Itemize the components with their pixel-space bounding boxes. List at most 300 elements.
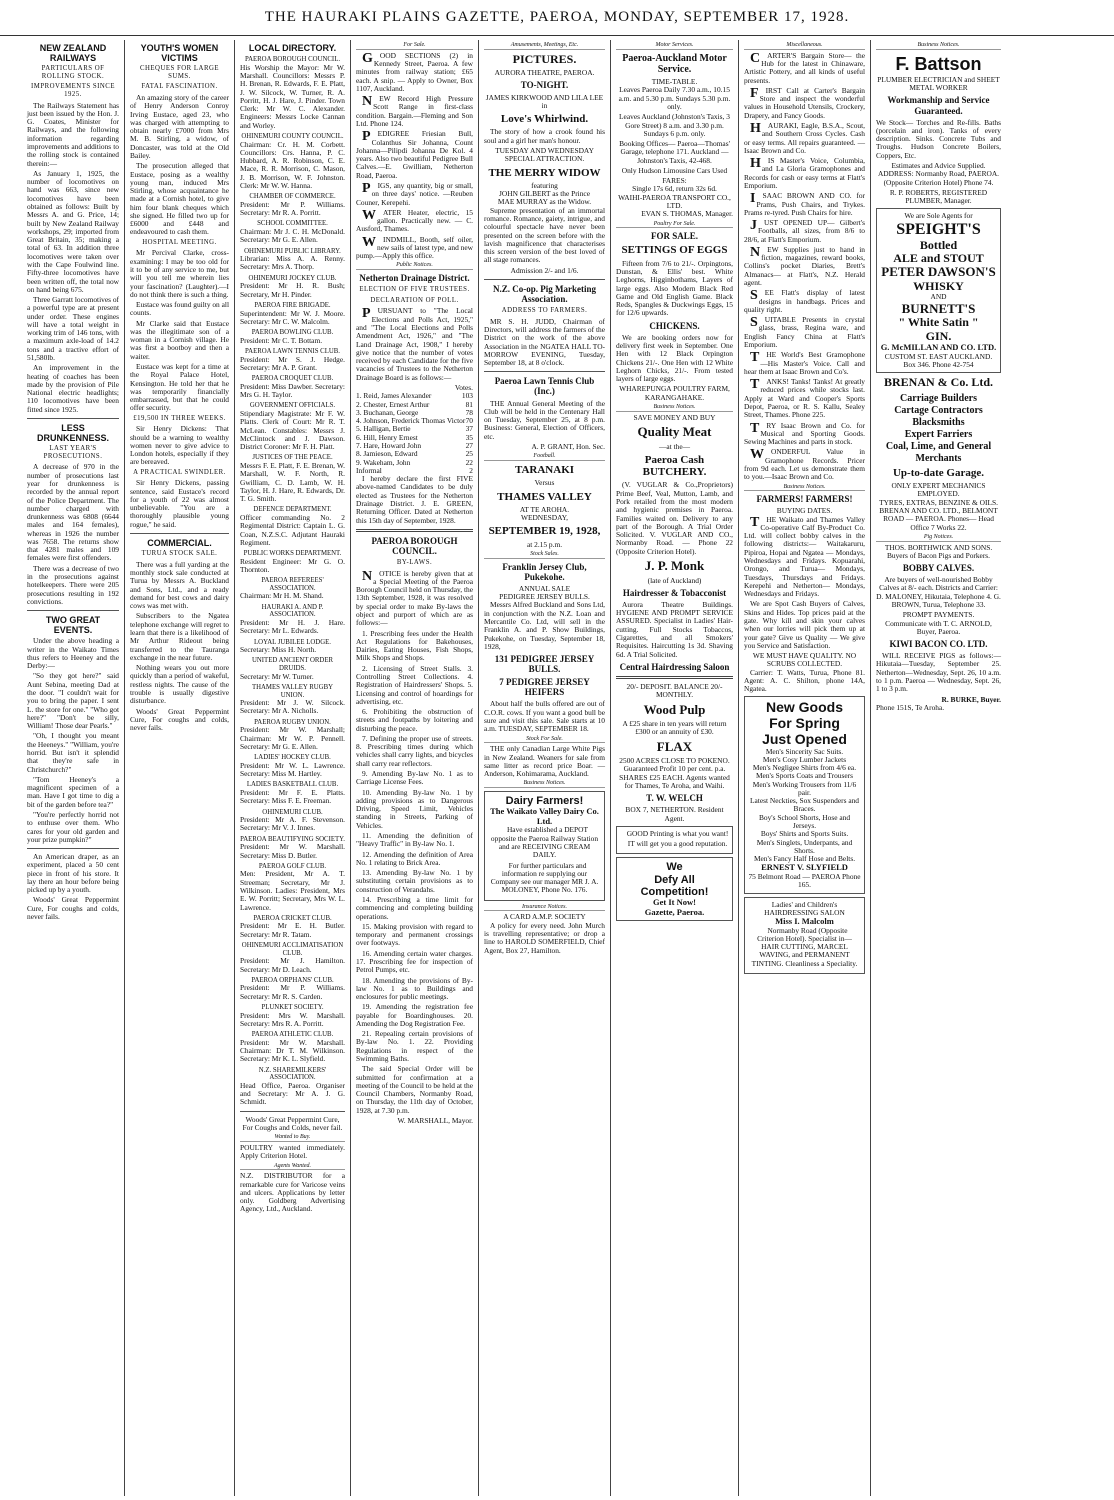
directory-org: PAEROA CRICKET CLUB. <box>253 914 332 922</box>
article-text: Sir Henry Dickens, passing sentence, said Eustace's record for a youth of 22 was almost unbelievable. "You are a thoroughly plausible young rogue," he said. <box>130 478 229 529</box>
section-heading: Public Notices. <box>356 262 473 270</box>
timetable-text: Leaves Paeroa Daily 7.30 a.m., 10.15 a.m. and 5.30 p.m. Sundays 5.30 p.m. only. <box>618 85 731 111</box>
directory-org: UNITED ANCIENT ORDER DRUIDS. <box>251 657 334 673</box>
section-heading: Wanted to Buy. <box>240 1134 345 1142</box>
notice-text: 7. Defining the proper use of streets. 8. Prescribing times during which vehicles shall carry lights, and bicycles shall carry rear reflectors. <box>356 733 473 768</box>
directory-text: President: Mr P. Williams. Secretary: Mr R. A. Porritt. <box>240 199 345 218</box>
directory-org: OHINEMURI JOCKEY CLUB. <box>248 274 337 282</box>
football-team: TARANAKI <box>514 463 575 476</box>
notice-text: 6. Prohibiting the obstruction of streets and footpaths by loitering and disturbing the peace. <box>356 707 473 733</box>
advert-text: Fifteen from 7/6 to 21/-. Orpingtons, Dunstan, & Ellis' best. White Leghorns, Higginbothams, Layers of large eggs. Also Modern Black Red Game and Old English Game. Black Reds, Spangles & Duckwings Eggs, 15 for 12/6 upwards. <box>616 258 733 318</box>
directory-org: THAMES VALLEY RUGBY UNION. <box>251 683 334 699</box>
burnetts-text: BURNETT'S <box>901 300 976 316</box>
headline: LESS DRUNKENNESS. <box>36 423 109 444</box>
vote-count: 103 <box>461 391 473 401</box>
classified-ad: WATER Heater, electric, 15 gallon. Practically new. — C. Ausford, Thames. <box>356 207 473 234</box>
sale-subheading: ANNUAL SALE <box>518 583 571 593</box>
advert-text: (V. VUGLAR & Co.,Proprietors) Prime Beef, Veal, Mutton, Lamb, and Pork retailed from the most modern and hygienic premises in Paeroa. Families waited on. Delivery to any part of the Borough. A Trial Order Solicited. V. VUGLAR AND CO., Normanby Road. — Phone 22 (Opposite Criterion Hotel). <box>616 480 733 556</box>
section-heading: Motor Services. <box>616 42 733 50</box>
notice-text: NOTICE is hereby given that at a Special Meeting of the Paeroa Borough Council held on Thursday, the 13th September, 1928, it was resolved by special order to make By-laws the object and purport of which are as follows:— <box>356 568 473 628</box>
whisky-text: WHISKY <box>913 279 964 294</box>
notice-text: 1. Prescribing fees under the Health Act Regulations for Bakehouses, Dairies, Eating Houses, Fish Shops, Milk Shops and Shops. <box>356 628 473 663</box>
vote-candidate: Informal <box>356 465 382 475</box>
subheading: CHEQUES FOR LARGE SUMS. <box>139 65 220 80</box>
admission-price: Admission 2/- and 1/6. <box>510 265 579 275</box>
newspaper-columns <box>22 40 1110 1496</box>
section-heading: Poultry For Sale. <box>616 221 733 229</box>
agents-text: We are Sole Agents for <box>904 211 973 221</box>
subheading: BY-LAWS. <box>396 558 433 566</box>
tonight-heading: TO-NIGHT. <box>520 80 569 91</box>
classified-ad: N.Z. DISTRIBUTOR for a remarkable cure for Varicose veins and ulcers. Applications by letter only. Goldberg Advertising Agency, Ltd., Auckland. <box>240 1171 345 1214</box>
goods-heading: Just Opened <box>762 730 847 747</box>
directory-text: Officer commanding No. 2 Regimental District: Captain L. G. Coan, N.Z.S.C. Adjutant Hauraki Regiment. <box>240 512 345 547</box>
directory-text: President: Mr J. Hamilton. Secretary: Mr D. Leach. <box>240 956 345 974</box>
subheading: DECLARATION OF POLL. <box>370 296 459 304</box>
defy-text: We <box>666 861 683 874</box>
directory-text: President: Mr C. T. Bottam. <box>240 335 323 345</box>
subheading: FATAL FASCINATION. <box>141 83 218 91</box>
directory-org: PAEROA ORPHANS' CLUB. <box>251 976 334 984</box>
notice-text: 18. Amending the provisions of By-law No. 1 as to Buildings and enclosures for public meetings. <box>356 975 473 1002</box>
directory-text: President: Mr J. W. Silcock. Secretary: Mr A. Nicholls. <box>240 698 345 716</box>
quality-notice: WE MUST HAVE QUALITY. NO SCRUBS COLLECTED. <box>752 651 857 669</box>
directory-text: President: Mr W. Marshall. Chairman: Dr T. M. Wilkinson. Secretary: Mr K. L. Slyfield. <box>240 1037 345 1064</box>
directory-text: President: Mr W. Marshall. Secretary: Miss D. Butler. <box>240 842 345 860</box>
directory-text: Chairman: Mr J. C. H. McDonald. Secretary: Mr G. E. Allen. <box>240 227 345 245</box>
directory-text: Chairman: Cr. H. M. Corbett. Councillors: Crs. Hanna, P. C. Hubbard, A. R. Robinson, C. E. Mace, R. R. Morrison, C. Mason, J. B. Morrison, W. F. Johnston. Clerk: Mr W. W. Hanna. <box>240 139 345 190</box>
film-title: THE MERRY WIDOW <box>488 166 601 179</box>
chickens-heading: CHICKENS. <box>649 320 700 331</box>
masthead <box>0 0 1114 36</box>
headline: YOUTH'S WOMEN VICTIMS <box>140 43 219 64</box>
pictures-heading: PICTURES. <box>512 51 577 66</box>
tyres-text: TYRES, EXTRAS, BENZINE & OILS. <box>879 497 998 507</box>
headline: NEW ZEALAND RAILWAYS <box>39 43 107 64</box>
directory-org: PAEROA BOROUGH COUNCIL. <box>244 56 341 64</box>
advert-text: THE Waikato and Thames Valley Co-operative Calf By-Product Co. Ltd. will collect bobby calves in the following districts:— Waitakaruru, Pipiroa, Hopai and Ngatea — Mondays, Wednesdays and Fridays. Kopuarahi, Orongo, and Turua— Mondays, Tuesdays, Thursdays and Fridays. Kerepehi and Netherton— Mondays, Wednesdays and Fridays. <box>744 514 865 599</box>
directory-org: PAEROA CROQUET CLUB. <box>251 375 334 383</box>
goods-list <box>748 748 861 864</box>
notice-text: MR S. H. JUDD, Chairman of Directors, will address the farmers of the District on the work of the above Association in the NGATEA HALL TO-MORROW EVENING, Tuesday, September 18, at 8 o'clock. <box>484 316 605 368</box>
article-text: Mr Clarke said that Eustace was the illegitimate son of a woman in a Cornish village. He was first a bootboy and then a waiter. <box>130 318 229 361</box>
garage-heading: Up-to-date Garage. <box>892 466 985 479</box>
battson-trade: PLUMBER ELECTRICIAN and SHEET METAL WORKER <box>877 74 1000 93</box>
dairy-advert <box>484 791 605 901</box>
section-heading: Amusements, Meetings, Etc. <box>484 42 605 50</box>
article-text: A decrease of 970 in the number of prosecutions last year for drunkenness is recorded by the annual report of the Police Department. The number charged with drunkenness was 6808 (6644 males and 164 females), whereas in 1926 the number was 7658. The returns show that 4281 males and 109 females were first offenders. <box>27 462 119 563</box>
column-8 <box>871 40 1006 1496</box>
defy-text: Get It Now! <box>653 897 696 908</box>
prompt-text: PROMPT PAYMENTS. <box>902 610 975 620</box>
shop-name: ERNEST V. SLYFIELD <box>761 862 848 873</box>
notice-text: PURSUANT to "The Local Elections and Polls Act, 1925," and "The Local Elections and Polls Amendment Act, 1926," and "The Land Drainage Act, 1908," I hereby give notice that the number of votes received by each Candidate for the five vacancies of Trustees to the Netherton Drainage Board is as follows:— <box>356 306 473 382</box>
directory-text: Stipendiary Magistrate: Mr F. W. Platts. Clerk of Court: Mr R. T. McLean. Constables: Messrs J. McClintock and J. Dawson. District Coroner: Mr F. H. Platt. <box>240 408 345 452</box>
classified-ad: SUITABLE Presents in crystal glass, brass, Regina ware, and English Fancy China at Flatt's Emporium. <box>744 315 865 349</box>
battson-name: F. Battson <box>895 53 982 74</box>
vote-candidate: 5. Halligan, Bertie <box>356 424 411 434</box>
brenan-service: Coal, Lime, and General Merchants <box>885 441 992 464</box>
farmers-heading: FARMERS! FARMERS! <box>756 494 853 505</box>
advert-text: We are booking orders now for delivery first week in September. One Hen with 12 Black Orpington Chickens 21/-. One Hen with 12 White Leghorn Chicks, 21/-. From tested layers of large eggs. <box>616 332 733 384</box>
section-heading: Stock Sales. <box>484 551 605 559</box>
classified-ad: GOOD SECTIONS (2) in Kennedy Street, Paeroa. A few minutes from railway station; £65 each. A snip. — Apply to Owner, Box 1107, Auckland. <box>356 50 473 93</box>
classified-ad: HAURAKI, Eagle, B.S.A., Scout, and Southern Cross Cycles. Cash or easy terms. All repairs guaranteed. — Isaac Brown and Co. <box>744 120 865 155</box>
burke-signature: R. BURKE, Buyer. <box>941 694 1001 704</box>
notice-heading: Paeroa Lawn Tennis Club (Inc.) <box>494 376 595 397</box>
article-text: Subscribers to the Ngatea telephone exchange will regret to learn that there is a likelihood of Mr Arthur Rideout being transferred to the Tauranga exchange in the near future. <box>130 611 229 662</box>
monk-name: J. P. Monk <box>644 557 705 573</box>
directory-text: Head Office, Paeroa. Organiser and Secretary: Mr A. J. G. Schmidt. <box>240 1080 345 1107</box>
directory-text: President: Mr P. Williams. Secretary: Mr R. S. Carden. <box>240 983 345 1001</box>
phone-text: Phone 151S, Te Aroha. <box>876 702 945 712</box>
classified-ad: NEW Record High Pressure Scott Range in first-class condition. Bargain.—Fleming and Son Ltd. Phone 124. <box>356 94 473 128</box>
column-7 <box>739 40 871 1496</box>
brenan-services <box>876 393 1001 464</box>
film-title: Love's Whirlwind. <box>500 113 589 126</box>
classified-ad: THE World's Best Gramophone —His Master's Voice. Call and hear them at Isaac Brown and Co's. <box>744 350 865 376</box>
directory-org: LOYAL JUBILEE LODGE. <box>254 638 331 646</box>
mechanics-text: ONLY EXPERT MECHANICS EMPLOYED. <box>891 481 986 499</box>
vote-candidate: 3. Buchanan, George <box>356 407 419 417</box>
competition-advert <box>616 857 733 921</box>
box-phone-text: Box 346. Phone 42-754 <box>903 359 974 369</box>
directory-text: President: Mr E. H. Butler. Secretary: Mr R. Tatam. <box>240 921 345 939</box>
vote-candidate: 4. Johnson, Frederick Thomas Victor <box>356 416 466 426</box>
directory-text: President: Mr H. J. Hare. Secretary: Mr L. Edwards. <box>240 617 345 636</box>
notice-text: 11. Amending the definition of "Heavy Traffic" in By-law No. 1. <box>356 831 473 849</box>
classified-ad: POULTRY wanted immediately. Apply Criterion Hotel. <box>240 1142 345 1161</box>
classified-ad: TANKS! Tanks! Tanks! At greatly reduced prices while stocks last. Apply at Ward and Cooper's Sports Depot, Paeroa, or R. S. Kallu, Sealey Street, Thames. Phone 225. <box>744 377 865 420</box>
football-day: WEDNESDAY, <box>520 513 569 523</box>
advert-text: A £25 share in ten years will return £300 or an annuity of £30. <box>622 719 727 737</box>
ale-text: ALE and STOUT <box>893 251 984 266</box>
directory-org: PAEROA GOLF CLUB. <box>258 862 327 870</box>
bobby-heading: BOBBY CALVES. <box>902 563 975 574</box>
bottled-text: Bottled <box>919 237 958 252</box>
section-heading: Business Notices. <box>744 484 865 492</box>
directory-org: GOVERNMENT OFFICIALS. <box>249 402 336 410</box>
section-heading: Business Notices. <box>876 42 1001 50</box>
directory-org: OHINEMURI PUBLIC LIBRARY. <box>244 247 341 255</box>
football-versus: Versus <box>534 478 555 488</box>
goods-item: Men's Sports Coats and Trousers <box>755 771 853 781</box>
salon-heading: Ladies' and Children's HAIRDRESSING SALON <box>764 899 845 917</box>
column-5 <box>479 40 611 1496</box>
notice-heading: PAEROA BOROUGH COUNCIL. <box>371 535 458 556</box>
advert-text: Normanby Road (Opposite Criterion Hotel). Specialist in— HAIR CUTTING, MARCEL WAVING, and PERMANENT TINTING. Cleanliness a Speciality. <box>751 925 858 968</box>
buying-dates-heading: BUYING DATES. <box>776 506 833 516</box>
notice-text: About half the bulls offered are out of C.O.R. cows. If you want a good bull be sure and visit this sale. Sale starts at 10 a.m. TUESDAY, SEPTEMBER 18. <box>484 699 605 734</box>
section-heading: Miscellaneous. <box>744 42 865 50</box>
column-4 <box>351 40 479 1496</box>
classified-ad: HIS Master's Voice, Columbia, and La Gloria Gramophones and Records for cash or easy terms at Flatt's Emporium. <box>744 156 865 190</box>
film-description: The story of how a crook found his soul and a girl her man's honour. <box>484 127 605 145</box>
directory-text: President: Mr W. L. Lawrence. Secretary: Miss M. Hartley. <box>240 760 345 779</box>
directory-org: LADIES' HOCKEY CLUB. <box>254 754 331 762</box>
insurance-heading: A CARD A.M.P. SOCIETY <box>503 912 586 922</box>
directory-org: PAEROA BEAUTIFYING SOCIETY. <box>240 835 345 843</box>
brenan-service: Carriage Builders <box>900 392 977 404</box>
notice-text: The said Special Order will be submitted for confirmation at a meeting of the Council to be held at the Council Chambers, Normanby Road, on Thursday, the 11th day of October, 1928, at 7.30 p.m. <box>356 1064 473 1115</box>
vote-count: 81 <box>465 399 473 409</box>
column-3-local-directory <box>235 40 351 1496</box>
directory-org: PAEROA ATHLETIC CLUB. <box>251 1031 334 1039</box>
speights-name: SPEIGHT'S <box>896 220 981 238</box>
advert-text: We are Spot Cash Buyers of Calves, Skins and Hides. Top prices paid at the gate. Why kill and skin your calves when our lorries will pick them up at your gate? Give us Quality — We give you Service and Satisfaction. <box>744 599 865 650</box>
peter-dawsons-text: PETER DAWSON'S <box>881 264 996 280</box>
timetable-text: Booking Offices— Paeroa—Thomas' Garage, telephone 171. Auckland — Johnston's Taxis, 42-468. <box>619 139 730 165</box>
column-6 <box>611 40 739 1496</box>
motor-service-heading: Paeroa-Auckland Motor Service. <box>622 52 727 75</box>
subheading: PARTICULARS OF ROLLING STOCK. <box>41 65 105 80</box>
article-text: Eustace was kept for a time at the Royal Palace Hotel, Kensington. He told her that he was temporarily financially embarrassed, but that he could offer security. <box>130 362 229 413</box>
advert-text: Woods' Great Peppermint Cure, For coughs and colds, never fails. <box>130 706 229 733</box>
article-text: The Railways Statement has just been issued by the Hon. J. G. Coates, Minister for Railways, and the following information regarding improvements and additions to the rolling stock is contained therein:— <box>27 100 119 168</box>
vote-candidate: 9. Wakeham, John <box>356 457 411 467</box>
football-time: at 2.15 p.m. <box>526 539 563 549</box>
directory-text: Superintendent: Mr W. J. Moore. Secretary: Mr C. W. Malcolm. <box>240 308 345 326</box>
goods-item: Men's Working Trousers from 11/6 pair. <box>752 779 857 797</box>
advert-text: Have established a DEPOT opposite the Paeroa Railway Station and are RECEIVING CREAM DAILY. <box>490 825 599 860</box>
goods-item: Boys' Shirts and Sports Suits. <box>760 829 849 839</box>
directory-org: OHINEMURI CLUB. <box>262 808 323 816</box>
deposit-text: 20/- DEPOSIT. BALANCE 20/- MONTHLY. <box>626 681 723 700</box>
for-sale-heading: FOR SALE. <box>650 231 698 242</box>
kiwi-heading: KIWI BACON CO. LTD. <box>889 639 988 650</box>
vote-count: 78 <box>465 407 473 417</box>
manager-text: R. P. ROBERTS, REGISTERED PLUMBER, Manager. <box>889 187 988 206</box>
directory-org: PAEROA BOWLING CLUB. <box>251 329 334 337</box>
printing-advert <box>616 826 733 855</box>
goods-heading: New Goods <box>765 699 843 716</box>
workmanship-text: Workmanship and Service Guaranteed. <box>887 95 990 116</box>
defy-text: Gazette, Paeroa. <box>644 906 705 917</box>
football-date: SEPTEMBER 19, 1928, <box>488 525 601 538</box>
article-text: There was a decrease of two in the prosecutions against hotelkeepers. There were 205 prosecutions resulting in 192 convictions. <box>27 563 119 606</box>
classified-ad: CARTER'S Bargain Store— the Hub for the latest in Chinaware, Artistic Pottery, and all kinds of useful presents. <box>744 50 865 85</box>
notice-signature: W. MARSHALL, Mayor. <box>397 1116 473 1125</box>
defy-text: Competition! <box>640 886 709 899</box>
directory-text: President: Mr S. J. Hedge. Secretary: Mr A. P. Grant. <box>240 354 345 372</box>
film-days: TUESDAY AND WEDNESDAY <box>495 145 594 155</box>
sale-item: 131 PEDIGREE JERSEY BULLS. <box>494 654 595 675</box>
gin-text: GIN. <box>925 328 952 343</box>
film-star: MAE MURRAY as the Widow. <box>497 197 592 207</box>
brenan-heading: BRENAN & Co. Ltd. <box>883 375 993 390</box>
directory-org: CHAMBER OF COMMERCE. <box>249 193 336 201</box>
section-heading: For Sale. <box>356 42 473 50</box>
directory-text: Men: President, Mr A. T. Streeman; Secretary, Mr J. Wilkinson. Ladies: President, Mrs E. W. Porritt; Secretary, Mrs W. L. Lawrence. <box>240 869 345 912</box>
classified-ad: FIRST Call at Carter's Bargain Store and inspect the wonderful values in Household Utensils, Crockery, Drapery, and Fancy Goods. <box>744 85 865 120</box>
column-2 <box>125 40 235 1496</box>
at-the-label: —at the— <box>659 441 690 451</box>
quality-meat-heading: Quality Meat <box>637 424 712 439</box>
section-heading: Pig Notices. <box>876 534 1001 542</box>
directory-list <box>240 56 345 1107</box>
goods-item: Men's Negligee Shirts from 4/6 ea. <box>752 763 857 773</box>
subheading: ELECTION OF FIVE TRUSTEES. <box>359 286 470 294</box>
directory-org: LADIES BASKETBALL CLUB. <box>246 781 339 789</box>
brenan-address: BRENAN AND CO. LTD., BELMONT ROAD — PAEROA. Phones— Head Office 7 Works 22. <box>879 505 998 532</box>
article-text: Mr Percival Clarke, cross-examining: I may be too old for it to be of any service to me, but will you tell me wherein lies your fascination? (Laughter).—I do not think there is such a thing. <box>130 248 229 299</box>
borthwick-heading: THOS. BORTHWICK AND SONS. <box>884 542 993 552</box>
vote-count: 2 <box>469 465 473 475</box>
directory-text: Librarian: Miss A. A. Renny. Secretary: Mrs A. Thorp. <box>240 254 345 272</box>
article-text: There was a full yarding at the monthly stock sale conducted at Turua by Messrs A. Buckland and Sons, Ltd., and a ready demand for best cows and dairy cows was met with. <box>130 559 229 611</box>
headline: LOCAL DIRECTORY. <box>248 43 337 53</box>
vote-candidate: 7. Hare, Howard John <box>356 440 422 450</box>
film-star: JOHN GILBERT as the Prince <box>499 189 590 199</box>
custom-st-text: CUSTOM ST. EAST AUCKLAND. <box>884 351 993 361</box>
subheading: IMPROVEMENTS SINCE 1925. <box>31 83 115 98</box>
brenan-service: Blacksmiths <box>912 417 965 429</box>
article-text: Three Garratt locomotives of a powerful type are at present under order. These engines will have a total weight in working trim of 146 tons, with a maximum axle-load of 14.2 tons and a tractive effort of 51,580lb. <box>27 295 119 363</box>
vote-candidate: 6. Hill, Henry Ernest <box>356 432 418 442</box>
classified-ad: WONDERFUL Value in Gramophone Records. Pricer from 9d each. Let us demonstrate them to you.—Isaac Brown and Co. <box>744 447 865 482</box>
notice-text: 21. Repealing certain provisions of By-law No. 1. 22. Providing Regulations in respect of the Swimming Baths. <box>356 1029 473 1064</box>
classified-ad: PEDIGREE Friesian Bull, Colanthus Sir Johanna, Count Johanna—Pilipdi Johanna De Kol. 4 years. Also two beautiful Pedigree Bull Calves.—E. Gwilliam, Netherton Road, Paeroa. <box>356 129 473 180</box>
directory-text: President: Mr H. R. Bush; Secretary, Mr H. Pinder. <box>240 281 345 299</box>
shop-address: 75 Belmont Road — PAEROA Phone 165. <box>748 871 861 890</box>
fares-text: Single 17s 6d, return 32s 6d. <box>632 184 717 194</box>
article-text: Eustace was found guilty on all counts. <box>130 300 229 318</box>
woodpulp-heading: Wood Pulp <box>643 701 706 717</box>
notice-text: 2. Licensing of Street Stalls. 3. Controlling Street Collections. 4. Registration of Hairdressers' Shops. 5. Licensing and control of hoardings for advertising, etc. <box>356 663 473 706</box>
notice-text: Messrs Alfred Buckland and Sons Ltd, in conjunction with the N.Z. Loan and Mercantile Co. Ltd, will sell in the Franklin A. and P. Show Buildings, Pukekohe, on Tuesday, September 18, 1928, <box>484 600 605 651</box>
directory-org: DEFENCE DEPARTMENT. <box>253 506 332 514</box>
film-description: Supreme presentation of an immortal romance. Romance, gaiety, intrigue, and colourful spectacle have never been presented on the screen before with the lavish magnificence that characterises this screen version of the best loved of all stage romances. <box>484 205 605 265</box>
directory-org: PLUNKET SOCIETY. <box>261 1004 324 1011</box>
featuring-label: featuring <box>531 180 558 190</box>
football-team: THAMES VALLEY <box>497 490 592 503</box>
directory-text: President: Mr W. Marshall; Chairman: Mr W. P. Pennell. Secretary: Mr G. E. Allen. <box>240 725 345 751</box>
goods-item: Men's Fancy Half Hose and Belts. <box>753 854 856 864</box>
vote-count: 35 <box>465 432 473 442</box>
vote-count: 27 <box>465 440 473 450</box>
directory-text: Resident Engineer: Mr G. O. Thornton. <box>240 556 345 574</box>
goods-item: Latest Neckties, Sox Suspenders and Braces. <box>750 796 859 814</box>
estimates-text: Estimates and Advice Supplied. <box>891 161 986 170</box>
section-heading: Football. <box>484 453 605 461</box>
save-banner: SAVE MONEY AND BUY <box>633 412 716 422</box>
transport-company: WAIHI-PAEROA TRANSPORT CO., LTD. <box>618 192 731 211</box>
goods-item: Men's Cosy Lumber Jackets <box>762 754 847 764</box>
borthwick-text: Buyers of Bacon Pigs and Porkers. <box>886 550 991 560</box>
article-text: Under the above heading a writer in the Waikato Times thus refers to Heeney and the Derby:— <box>27 636 119 671</box>
monk-subtitle: (late of Auckland) <box>647 575 702 585</box>
arnold-text: Communicate with T. C. ARNOLD, Buyer, Paeroa. <box>885 618 992 636</box>
eggs-heading: SETTINGS OF EGGS <box>621 244 728 257</box>
article-text: "So they got here?" said Aunt Sebina, meeting Dad at the door. "I couldn't wait for you to bring the paper. I sent L. the store for one." "Who got here?" "Don't be silly, William! Those dear Pearls." <box>27 671 119 731</box>
speights-advert <box>876 208 1001 373</box>
brenan-service: Cartage Contractors <box>894 404 983 416</box>
advert-text: For further particulars and information re supplying our Company see our manager MR J. A. MOLONEY, Phone No. 176. <box>490 860 599 895</box>
notice-text: 9. Amending By-law No. 1 as to Carriage License Fees. <box>356 769 473 787</box>
directory-org: HAURAKI A. AND P. ASSOCIATION. <box>261 603 324 619</box>
article-text: An improvement in the heating of coaches has been made by the provision of Pile National electric headlights; 110 locomotives have been fitted since 1925. <box>27 363 119 414</box>
directory-text: Secretary: Miss H. North. <box>240 645 317 655</box>
timetable-text: Leaves Auckland (Johnston's Taxis, 3 Gore Street) 8 a.m. and 3.30 p.m. Sundays 6 p.m. only. <box>619 112 730 138</box>
directory-org: PAEROA LAWN TENNIS CLUB. <box>245 347 340 355</box>
article-text: Sir Henry Dickens: That should be a warning to wealthy women never to give advice to London hotels, especially if they are bereaved. <box>130 424 229 467</box>
goods-item: Boy's School Shorts, Hose and Jerseys. <box>758 812 851 831</box>
dairy-company: The Waikato Valley Dairy Co. Ltd. <box>490 806 599 826</box>
masthead-title: THE HAURAKI PLAINS GAZETTE, PAEROA, MONDAY, SEPTEMBER 17, 1928. <box>264 9 850 25</box>
notice-text: 16. Amending certain water charges. 17. Prescribing fee for inspection of Petrol Pumps, etc. <box>356 948 473 975</box>
notice-heading: Netherton Drainage District. <box>359 273 470 284</box>
advert-text: Carrier: T. Watts, Turua, Phone 81. Agent: A. C. Shilton, phone 14A, Ngatea. <box>744 667 865 694</box>
stock-list: We Stock— Torches and Re-fills. Baths (porcelain and iron). Tanks of every description. Sinks. Concrete Tubs and Troughs. Hudson Concrete Boilers, Coppers, Etc. <box>876 117 1001 160</box>
headline: COMMERCIAL. <box>147 538 212 549</box>
advert-text: 2500 ACRES CLOSE TO POKENO. Guaranteed Profit 10 per cent. p.a. SHARES £25 EACH. Agents wanted for Thames, Te Aroha, and Waihi. <box>619 756 730 790</box>
notice-signature: A. P. GRANT, Hon. Sec. <box>531 441 605 451</box>
directory-org: PAEROA RUGBY UNION. <box>254 718 331 726</box>
subheading: ADDRESS TO FARMERS. <box>501 307 588 315</box>
directory-org: OHINEMURI ACCLIMATISATION CLUB. <box>241 942 344 957</box>
agent-name: T. W. WELCH <box>646 793 703 804</box>
bobby-text: Are buyers of well-nourished Bobby Calves at 8/- each. Districts and Carrier: D. MALONEY, Hikutaia, Telephone 4. G. BROWN, Turua, Telephone 33. <box>876 575 1001 609</box>
directory-org: PAEROA REFEREES' ASSOCIATION. <box>261 577 324 592</box>
article-text: "You're perfectly horrid not to enthuse over them. Who cares for your old garden and your prize pumpkin?" <box>27 809 119 844</box>
theatre-name: AURORA THEATRE, PAEROA. <box>494 68 595 78</box>
vote-count: 37 <box>465 424 473 434</box>
notice-heading: N.Z. Co-op. Pig Marketing Association. <box>493 283 596 304</box>
sale-item: 7 PEDIGREE JERSEY HEIFERS <box>499 677 590 698</box>
defy-text: Defy All <box>654 873 695 886</box>
vote-candidate: 1. Reid, James Alexander <box>356 391 432 401</box>
printing-text: GOOD Printing is what you want! <box>626 828 729 838</box>
directory-org: JUSTICES OF THE PEACE. <box>252 454 333 462</box>
article-text: "Tom Heeney's a magnificent specimen of a man. Have I got time to dig a bit of the garden before tea?" <box>27 774 119 809</box>
subheading: HOSPITAL MEETING. <box>142 238 217 246</box>
article-text: "Oh, I thought you meant the Heeneys." "William, you're horrid. But isn't it splendid that they're safe in Christchurch?" <box>27 731 119 774</box>
directory-org: PAEROA FIRE BRIGADE. <box>254 301 331 309</box>
salon-owner: Miss I. Malcolm <box>775 916 834 927</box>
section-heading: Agents Wanted. <box>240 1163 345 1171</box>
votes-list <box>356 392 473 475</box>
directory-text: Secretary: Mr W. Turner. <box>240 671 314 681</box>
farm-name: WHAREPUNGA POULTRY FARM, KARANGAHAKE. <box>619 384 730 402</box>
classified-ad: JUST OPENED UP— Gilbert's Footballs, all sizes, from 8/6 to 28/6, at Flatt's Emporium. <box>744 218 865 244</box>
directory-text: Messrs F. E. Platt, F. E. Brenan, W. Marshall, W. F. North, R. Gwilliam, C. D. Lamb, W. H. Taylor, H. J. Hare, R. Edwards, Dr. T. G. Smith. <box>240 460 345 504</box>
article-text: An amazing story of the career of Henry Anderson Conroy Irving Eustace, aged 23, who was charged with attempting to obtain nearly £7000 from Mrs M. B. Stirling, a widow, of Doncaster, was told at the Old Bailey. <box>130 92 229 160</box>
timetable-text: Only Hudson Limousine Cars Used <box>621 165 728 175</box>
printing-text: IT will get you a good reputation. <box>627 839 728 849</box>
fares-heading: FARES: <box>662 176 687 186</box>
directory-text: Chairman: Mr H. M. Shand. <box>240 591 324 601</box>
notice-text: 14. Prescribing a time limit for commencing and completing building operations. <box>356 894 473 921</box>
classified-ad: THE only Canadian Large White Pigs in New Zealand. Weaners for sale from same litter as record price Boar. — Anderson, Kohimarama, Auckland. <box>484 744 605 779</box>
article-text: An American draper, as an experiment, placed a 50 cent piece in front of his store. It lay there an hour before being picked up by a youth. <box>27 852 119 895</box>
section-heading: Stock For Sale. <box>484 736 605 744</box>
vote-count: 22 <box>465 457 473 467</box>
sale-subheading: PEDIGREE JERSEY BULLS. <box>499 592 590 602</box>
notice-text: THE Annual General Meeting of the Club will be held in the Centenary Hall on Tuesday, September 25, at 8 p.m. Business: General, Election of Officers, etc. <box>484 398 605 441</box>
notice-text: 13. Amending By-law No. 1 by substituting certain provisions as to construction of Verandahs. <box>356 868 473 894</box>
directory-org: PUBLIC WORKS DEPARTMENT. <box>243 550 342 558</box>
agent-address: BOX 7, NETHERTON. Resident Agent. <box>625 805 724 823</box>
classified-ad: ISAAC BROWN AND CO. for Prams, Push Chairs, and Trykes. Prams re-tyred. Push Chairs for hire. <box>744 191 865 217</box>
directory-text: President: Mr F. E. Platts. Secretary: Miss F. E. Freeman. <box>240 787 345 806</box>
headline: TWO GREAT EVENTS. <box>45 615 101 636</box>
notice-text: 10. Amending By-law No. 1 by adding provisions as to Dangerous Driving, Speed Limit, Vehicles standing in Streets, Parking of Vehicles. <box>356 787 473 830</box>
section-heading: Insurance Notices. <box>484 904 605 912</box>
notice-heading: Franklin Jersey Club, Pukekohe. <box>502 561 587 582</box>
directory-text: President: Mr A. F. Stevenson. Secretary: Mr V. J. Innes. <box>240 815 345 833</box>
directory-text: His Worship the Mayor: Mr W. Marshall. Councillors: Messrs P. H. Brenan, R. Edwards, F. E. Platt, J. W. Silcock, W. Turner, R. A. Porritt, H. J. Hare, J. Pinder. Town Clerk: Mr W. C. Alexander. Engineers: Messrs Locke Cannan and Worley. <box>240 62 345 130</box>
salon-advert <box>744 897 865 974</box>
